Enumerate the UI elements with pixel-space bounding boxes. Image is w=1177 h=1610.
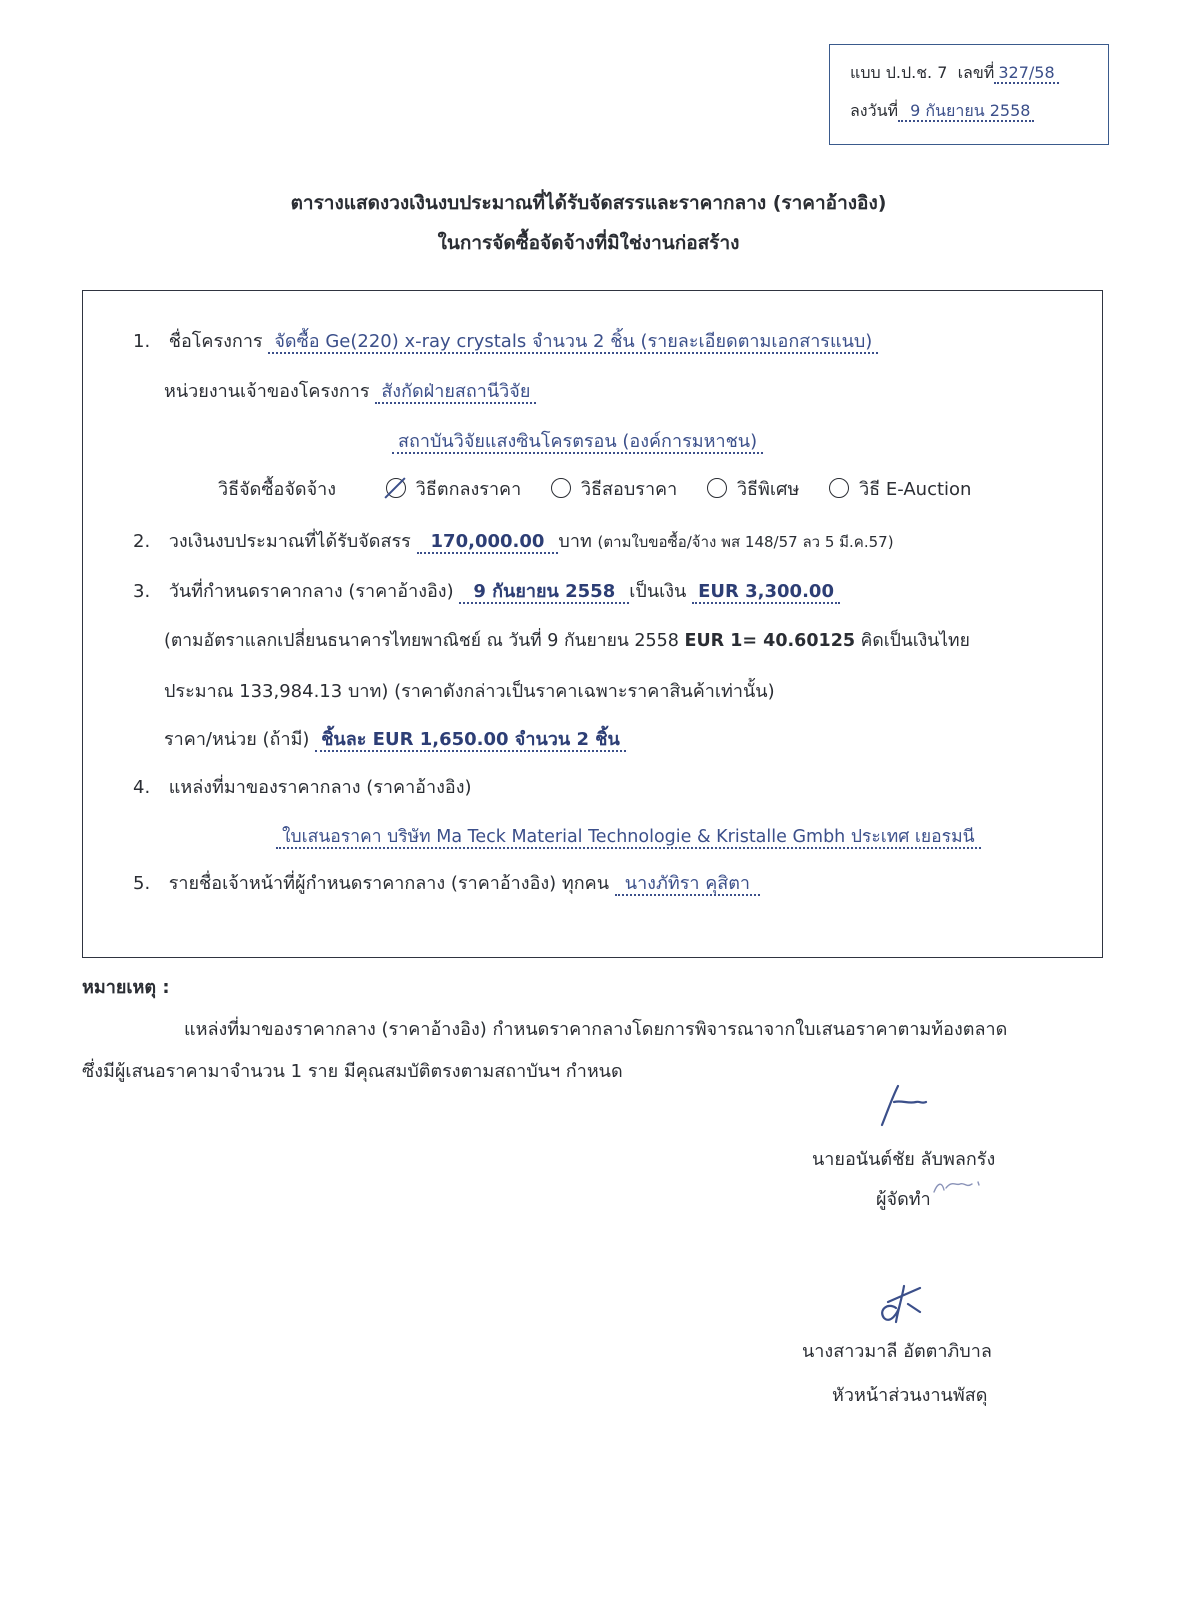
source-label: แหล่งที่มาของราคากลาง (ราคาอ้างอิง) — [168, 777, 472, 798]
head-name: นางสาวมาลี อัตตาภิบาล — [802, 1341, 992, 1362]
method-label: วิธีจัดซื้อจัดจ้าง — [218, 479, 337, 500]
form-number-line — [850, 61, 1059, 86]
source-detail-line — [276, 822, 981, 850]
budget-amount: 170,000.00 — [417, 531, 559, 554]
preparer-name: นายอนันต์ชัย ลับพลกรัง — [812, 1149, 996, 1170]
budget-unit: บาท — [558, 531, 592, 552]
method-radio-eauction[interactable] — [829, 478, 849, 498]
page-title-line1: ตารางแสดงวงเงินงบประมาณที่ได้รับจัดสรรและราคากลาง (ราคาอ้างอิง) — [290, 192, 887, 214]
method-option-special: วิธีพิเศษ — [736, 479, 800, 500]
owner-label: หน่วยงานเจ้าของโครงการ — [164, 381, 370, 402]
method-radio-negotiation[interactable] — [386, 478, 406, 498]
owner-org: สถาบันวิจัยแสงซินโครตรอน (องค์การมหาชน) — [392, 431, 763, 454]
project-name: จัดซื้อ Ge(220) x-ray crystals จำนวน 2 ชิ้น (รายละเอียดตามเอกสารแนบ) — [268, 331, 878, 354]
unit-price-line — [164, 724, 626, 753]
signature-preparer-icon — [872, 1080, 932, 1130]
procurement-method-line — [218, 474, 979, 503]
date-value: 9 กันยายน 2558 — [898, 101, 1034, 122]
method-option-eauction: วิธี E-Auction — [859, 479, 972, 500]
owner-value: สังกัดฝ่ายสถานีวิจัย — [375, 381, 536, 404]
unit-price-label: ราคา/หน่วย (ถ้ามี) — [164, 729, 310, 750]
item3-date-line — [133, 576, 840, 605]
form-date-line — [850, 99, 1034, 124]
method-option-quotation: วิธีสอบราคา — [580, 479, 678, 500]
remark-line2: ซึ่งมีผู้เสนอราคามาจำนวน 1 ราย มีคุณสมบัติตรงตามสถาบันฯ กำหนด — [82, 1061, 623, 1082]
item2-number: 2. — [133, 531, 151, 552]
item4-source-line — [133, 772, 472, 801]
approx-thb-line — [164, 676, 775, 705]
item1-owner-line — [164, 376, 536, 405]
officer-label: รายชื่อเจ้าหน้าที่ผู้กำหนดราคากลาง (ราคาอ้างอิง) ทุกคน — [168, 873, 610, 894]
page-title-line2: ในการจัดซื้อจัดจ้างที่มิใช่งานก่อสร้าง — [437, 232, 740, 254]
item1-org-line — [392, 426, 763, 455]
budget-label: วงเงินงบประมาณที่ได้รับจัดสรร — [168, 531, 411, 552]
item3-number: 3. — [133, 581, 151, 602]
source-detail: ใบเสนอราคา บริษัท Ma Teck Material Technologie & Kristalle Gmbh ประเทศ เยอรมนี — [276, 827, 981, 849]
head-role: หัวหน้าส่วนงานพัสดุ — [832, 1385, 988, 1406]
ref-date-label: วันที่กำหนดราคากลาง (ราคาอ้างอิง) — [168, 581, 454, 602]
date-label: ลงวันที่ — [850, 101, 899, 120]
item4-number: 4. — [133, 777, 151, 798]
unit-price: ชิ้นละ EUR 1,650.00 จำนวน 2 ชิ้น — [315, 729, 626, 752]
budget-note: (ตามใบขอซื้อ/จ้าง พส 148/57 ลว 5 มี.ค.57) — [597, 533, 894, 551]
method-radio-quotation[interactable] — [551, 478, 571, 498]
method-option-negotiation: วิธีตกลงราคา — [415, 479, 522, 500]
item2-budget-line — [133, 526, 894, 555]
rate-text-a: (ตามอัตราแลกเปลี่ยนธนาคารไทยพาณิชย์ ณ วันที่ 9 กันยายน 2558 — [164, 631, 679, 651]
approx-thb: ประมาณ 133,984.13 บาท) (ราคาดังกล่าวเป็นราคาเฉพาะราคาสินค้าเท่านั้น) — [164, 681, 775, 702]
rate-value: EUR 1= 40.60125 — [684, 631, 856, 651]
item1-number: 1. — [133, 331, 151, 352]
signature-head-icon — [874, 1282, 924, 1326]
number-label: เลขที่ — [957, 63, 995, 82]
amount-label: เป็นเงิน — [629, 581, 687, 602]
form-reference-box — [829, 44, 1109, 145]
ref-date: 9 กันยายน 2558 — [459, 581, 629, 604]
number-value: 327/58 — [994, 63, 1058, 84]
exchange-rate-line — [164, 626, 970, 654]
remark-line1: แหล่งที่มาของราคากลาง (ราคาอ้างอิง) กำหนดราคากลางโดยการพิจารณาจากใบเสนอราคาตามท้องตลาด — [184, 1019, 1008, 1040]
rate-text-b: คิดเป็นเงินไทย — [860, 631, 970, 651]
method-radio-special[interactable] — [707, 478, 727, 498]
form-label: แบบ ป.ป.ช. 7 — [850, 63, 948, 82]
project-label: ชื่อโครงการ — [168, 331, 263, 352]
remark-heading: หมายเหตุ : — [82, 977, 170, 998]
officer-name: นางภัทิรา คุสิตา — [615, 873, 760, 896]
item5-officer-line — [133, 868, 760, 897]
ref-amount: EUR 3,300.00 — [692, 581, 840, 604]
item1-project-line — [133, 326, 878, 355]
preparer-initials-icon — [930, 1176, 982, 1198]
preparer-role: ผู้จัดทำ — [876, 1189, 931, 1210]
item5-number: 5. — [133, 873, 151, 894]
